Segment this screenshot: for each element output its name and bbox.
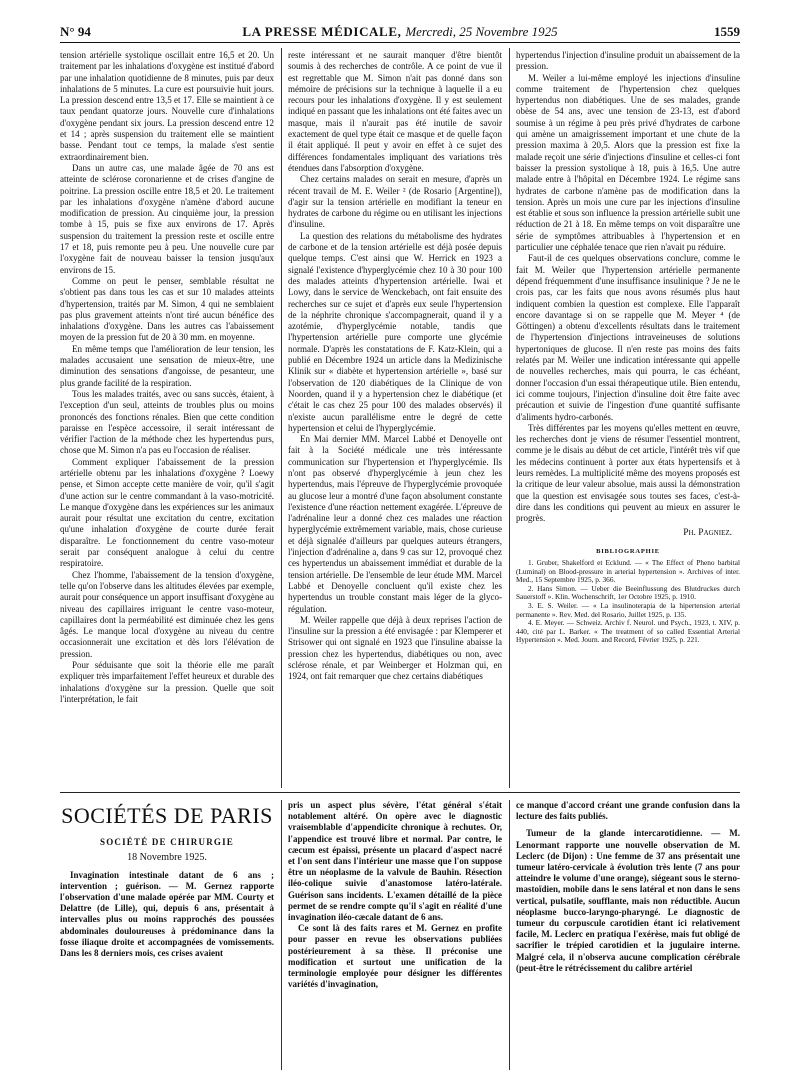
- paragraph: Dans un autre cas, une malade âgée de 70 ans est atteinte de sclérose coronarienne et de crises d'angine de poitrine. La pression oscille entre 18,5 et 20. Le traitement par les inhalations d'oxygène n'amène d'abord aucune modification de pression. Au cinquième jour, la pression tombe à 15, puis se fixe aux environs de 17. Après suspension du traitement la pression reste et oscille entre 17 et 18, puis remonte peu à peu. Une nouvelle cure par l'oxygène fait de nouveau baisser la tension jusqu'aux environs de 15.: [60, 162, 274, 275]
- paragraph: Tous les malades traités, avec ou sans succès, étaient, à l'exception d'un seul, atteints de troubles plus ou moins prononcés des fonctions rénales. Bien que cette condition paraisse en l'espèce accessoire, il serait intéressant de vérifier l'action de la méthode chez les hypertendus purs, chose que M. Simon n'a pas eu l'occasion de réaliser.: [60, 388, 274, 456]
- paragraph: Comme on peut le penser, semblable résultat ne s'obtient pas dans tous les cas et sur 10 malades atteints d'hypertension, traités par M. Simon, 4 qui ne semblaient pas plus gravement atteints n'ont tiré aucun bénéfice des inhalations d'oxygène. Dans les autres cas l'abaissement moyen de la pression fut de 20 à 30 mm. en moyenne.: [60, 275, 274, 343]
- societes-column-3: [516, 800, 740, 1070]
- paragraph: Faut-il de ces quelques observations conclure, comme le fait M. Weiler que l'hypertension artérielle permanente dépend fréquemment d'une insuffisance insulinique ? Je ne le crois pas, car les faits que nous avons résumés plus haut indiquent combien la question est complexe. Elle l'apparaît encore davantage si on se rappelle que M. Meyer ⁴ (de Göttingen) a obtenu d'excellents résultats dans le traitement de l'hypertension d'injections intraveineuses de solutions hypertoniques de glucose. Il n'en reste pas moins des faits relatés par M. Weiler une indication intéressante qui appelle de nouvelles recherches, mais qui pourra, le cas échéant, donner l'occasion d'un essai thérapeutique utile. Bien entendu, ici comme toujours, l'injection d'insuline doit être faite avec précaution et suivie de l'ingestion d'une quantité suffisante d'aliments hydro-carbonés.: [516, 253, 740, 422]
- column-divider: [281, 48, 282, 788]
- bibliography-entry: 4. E. Meyer. — Schweiz. Archiv f. Neurol. und Psych., 1923, t. XIV, p. 440, cité par L. Barker. « The treatment of so called Essential Arterial Hypertension ». Med. Journ. and Record, Février 1925, p. 221.: [516, 618, 740, 645]
- paragraph: Chez l'homme, l'abaissement de la tension d'oxygène, telle qu'on l'observe dans les altitudes élevées par exemple, aurait pour conséquence un apport insuffisant d'oxygène au niveau des capillaires irriguant le centre vaso-moteur, capillaires dont la perméabilité est diminuée chez les gens âgés. Le manque local d'oxygène au niveau du centre occasionnerait une excitation et dès lors l'élévation de pression.: [60, 569, 274, 659]
- societes-column-2: [288, 800, 502, 1070]
- journal-title: LA PRESSE MÉDICALE,: [242, 24, 402, 39]
- column-divider: [509, 48, 510, 788]
- paragraph: En Mai dernier MM. Marcel Labbé et Denoyelle ont fait à la Société médicale une très intéressante communication sur l'hypertension et l'hyperglycémie. Ils n'ont pas observé d'hyperglycémie à jeun chez les hypertendus, mais l'épreuve de l'hyperglycémie provoquée au glucose leur a montré d'une façon absolument constante l'existence d'une réaction nettement exagérée. L'épreuve de l'adrénaline leur a donné chez ces malades une réaction hyperglycémie extrêmement variable, mais, chose curieuse et déjà signalée d'ailleurs par quelques auteurs étrangers, l'injection d'adrénaline a, dans 9 cas sur 12, provoqué chez ces hypertendus un abaissement immédiat et durable de la tension artérielle. De l'ensemble de leur étude MM. Marcel Labbé et Denoyelle concluent qu'il existe chez les hypertendus un trouble constant mais léger de la glyco-régulation.: [288, 434, 502, 614]
- session-date: 18 Novembre 1925.: [127, 852, 207, 864]
- society-name: SOCIÉTÉ DE CHIRURGIE: [99, 837, 235, 848]
- bibliography-entry: 2. Hans Simon. — Ueber die Beeinflussung des Blutdruckes durch Sauerstoff ». Klin. Wochenschrift, 1er Octobre 1925, p. 1910.: [516, 583, 740, 602]
- paragraph: hypertendus l'injection d'insuline produit un abaissement de la pression.: [516, 50, 740, 72]
- section-title: SOCIÉTÉS DE PARIS: [61, 803, 273, 828]
- report-paragraph: Tumeur de la glande intercarotidienne. — M. Lenormant rapporte une nouvelle observation de M. Leclerc (de Dijon) : Une femme de 37 ans présentait une tumeur latéro-cervicale à évolution très lente (7 ans pour atteindre le volume d'une orange), siégeant sous le sterno-mastoïdien, mobile dans le sens latéral et non dans le sens vertical, pulsatile, soufflante, mais non réductible. Aucun néoplasme bucco-laryngo-pharyngé. Le diagnostic de tumeur du corpuscule carotidien étant ici relativement facile, M. Leclerc en pratiqua l'exérèse, mais fut obligé de sacrifier le trépied carotidien et la jugulaire interne. Malgré cela, il n'observa aucune complication cérébrale (peut-être le rétrécissement du calibre artériel: [516, 828, 740, 973]
- report-paragraph: ce manque d'accord créant une grande confusion dans la lecture des faits publiés.: [516, 800, 740, 822]
- column-divider: [509, 800, 510, 1070]
- paragraph: tension artérielle systolique oscillait entre 16,5 et 20. Un traitement par les inhalations d'oxygène est institué d'abord par une inhalation quotidienne de 8 minutes, puis par deux inhalations de 5 minutes. La cure est poursuivie huit jours. La pression descend entre 13,5 et 17. Elle se maintient à ce taux pendant quatorze jours. Nouvelle cure d'inhalations d'oxygène pendant six jours. La pression descend entre 12 et 14 ; après suspension du traitement elle se maintient basse. Pendant tout ce temps, la malade s'est sentie extraordinairement bien.: [60, 50, 274, 162]
- issue-date: Mercredi, 25 Novembre 1925: [405, 24, 558, 39]
- paragraph: Très différentes par les moyens qu'elles mettent en œuvre, les recherches dont je viens de résumer l'essentiel montrent, comme je le disais au début de cet article, l'intérêt très vif que les médecins continuent à porter aux états hypertensifs et à leurs remèdes. La multiplicité même des moyens proposés est la critique de leur valeur absolue, mais aussi la démonstration que la question est envisagée sous toutes ses faces, c'est-à-dire dans les conditions qui peuvent au mieux en assurer le progrès.: [516, 422, 740, 524]
- issue-number: N° 94: [60, 24, 91, 39]
- article-column-3: [516, 50, 740, 785]
- section-separator: [60, 792, 740, 793]
- page-number: 1559: [714, 24, 740, 39]
- report-paragraph: Invagination intestinale datant de 6 ans ; intervention ; guérison. — M. Gernez rapporte l'observation d'une malade opérée par MM. Courty et Delattre (de Lille), qui, depuis 6 ans, présentait à intervalles plus ou moins rapprochés des poussées abdominales douloureuses à prédominance dans la fosse iliaque droite et accompagnées de vomissements. Dans les 8 derniers mois, ces crises avaient: [60, 869, 274, 959]
- paragraph: En même temps que l'amélioration de leur tension, les malades accusaient une sensation de mieux-être, une diminution des sensations d'angoisse, de pesanteur, une plus grande facilité de la respiration.: [60, 343, 274, 388]
- column-divider: [281, 800, 282, 1070]
- author-signature: Ph. Pagniez.: [683, 528, 732, 539]
- paragraph: Chez certains malades on serait en mesure, d'après un récent travail de M. E. Weiler ² (de Rosario [Argentine]), d'agir sur la tension artérielle en modifiant la teneur en hydrates de carbone du régime ou en utilisant les injections d'insuline.: [288, 174, 502, 230]
- paragraph: reste intéressant et ne saurait manquer d'être bientôt soumis à des recherches de contrôle. A ce point de vue il est regrettable que M. Simon n'ait pas donné dans son mémoire de précisions sur la technique à laquelle il a eu recours pour les inhalations d'oxygène. Il y est seulement indiqué en passant que les inhalations ont été faites avec un masque, mais il n'aurait pas été inutile de savoir exactement de quel type était ce masque et de quelle façon il était appliqué. Il peut y avoir en effet à ce sujet des différences fondamentales impliquant des variations très étendues dans l'absorption d'oxygène.: [288, 50, 502, 173]
- paragraph: Pour séduisante que soit la théorie elle me paraît expliquer très imparfaitement l'effet heureux et durable des inhalations d'oxygène sur la pression. Quelle que soit l'interprétation, le fait: [60, 660, 274, 704]
- journal-masthead: [60, 24, 740, 40]
- report-paragraph: Ce sont là des faits rares et M. Gernez en profite pour passer en revue les observations publiées postérieurement à sa thèse. Il préconise une modification et surtout une unification de la terminologie employée pour désigner les différentes variétés d'invagination,: [288, 923, 502, 990]
- bibliography-heading: BIBLIOGRAPHIE: [596, 547, 660, 555]
- bibliography-entry: 3. E. S. Weiler. — « La insulinoterapia de la hipertension arterial permanente ». Rev. Med. del Rosario, Juillet 1925, p. 135.: [516, 601, 740, 619]
- paragraph: M. Weiler a lui-même employé les injections d'insuline comme traitement de l'hypertension chez quelques hypertendus non diabétiques. Une de ses malades, grande obèse de 54 ans, avec une tension de 23-13, est d'abord soumise à un régime à peu près privé d'hydrates de carbone qui amène un amaigrissement important et une chute de la pression maxima à 20,5. Alors que la pression est fixe la malade reçoit une série d'injections d'insuline et celles-ci font baisser la pression systolique à 18, puis à 16,5. Une autre malade entre à l'hôpital en Décembre 1924. Le régime sans hydrates de carbone n'amène pas de modification dans la tension. Après un mois une cure par les injections d'insuline est établie et sous son influence la pression artérielle subit une réduction de 21 à 18. En même temps on voit disparaître une série de symptômes attribuables à l'hypertension et en particulier une céphalée tenace que rien n'avait pu réduire.: [516, 72, 740, 253]
- paragraph: M. Weiler rappelle que déjà à deux reprises l'action de l'insuline sur la pression a été envisagée : par Klemperer et Strisower qui ont signalé en 1923 que l'insuline abaisse la pression chez les hypertendus, diabétiques ou non, avec sclérose rénale, et par Weinberger et Holzman qui, en 1924, ont fait remarquer que chez certains diabétiques: [288, 614, 502, 682]
- societes-column-1: [60, 800, 274, 1070]
- paragraph: Comment expliquer l'abaissement de la pression artérielle obtenu par les inhalations d'oxygène ? Loewy pense, et Simon accepte cette manière de voir, qu'il s'agit d'une action sur le centre commandant à la vaso-motricité. Le manque d'oxygène dans les expériences sur les animaux aurait pour résultat une excitation du centre, excitation qu'une inhalation d'oxygène de courte durée ferait disparaître. Le fonctionnement du centre vaso-moteur serait par conséquent analogue à celui du centre respiratoire.: [60, 456, 274, 569]
- bibliography-entry: 1. Gruber, Shakelford et Ecklund. — « The Effect of Pheno barbital (Luminal) on Blood-pressure in arterial hypertension ». Archives of inter. Med., 15 Septembre 1925, p. 366.: [516, 558, 740, 585]
- article-column-2: [288, 50, 502, 785]
- report-paragraph: pris un aspect plus sévère, l'état général s'était notablement altéré. On opère avec le diagnostic vraisemblable d'appendicite chronique à rechutes. Or, l'appendice est trouvé libre et normal. Par contre, le cæcum est épaissi, présente un placard d'aspect nacré et l'on sent dans l'intérieur une masse que l'on suppose être un néoplasme de la valvule de Bauhin. Résection iléo-colique suivie d'anastomose latéro-latérale. Guérison sans incidents. L'examen détaillé de la pièce permet de se rendre compte qu'il s'agit en réalité d'une invagination iléo-cæcale datant de 6 ans.: [288, 800, 502, 923]
- page-header: [60, 20, 740, 43]
- article-column-1: [60, 50, 274, 785]
- paragraph: La question des relations du métabolisme des hydrates de carbone et de la tension artérielle est déjà posée depuis quelque temps. C'est ainsi que W. Herrick en 1923 a signalé l'existence d'hyperglycémie chez 10 à 30 pour 100 des malades atteints d'hypertension artérielle. Iwai et Lowy, dans le service de Wenckebach, ont fait ensuite des recherches sur ce sujet et d'après eux seule l'hypertension de la néphrite chronique s'accompagnerait, quand il y a azotémie, d'hyperglycémie notable, tandis que l'hypertension artérielle pure comporte une glycémie normale. D'après les constatations de F. Katz-Klein, qui a publié en Décembre 1924 un article dans la Medizinische Klinik sur « diabète et hypertension artérielle », basé sur l'observation de 120 diabétiques de la Clinique de von Noorden, quand il y a hypertension chez le diabétique (et c'était le cas chez 25 pour 100 des malades observés) il n'existe aucun parallélisme entre le degré de cette hypertension et celui de l'hyperglycémie.: [288, 230, 502, 433]
